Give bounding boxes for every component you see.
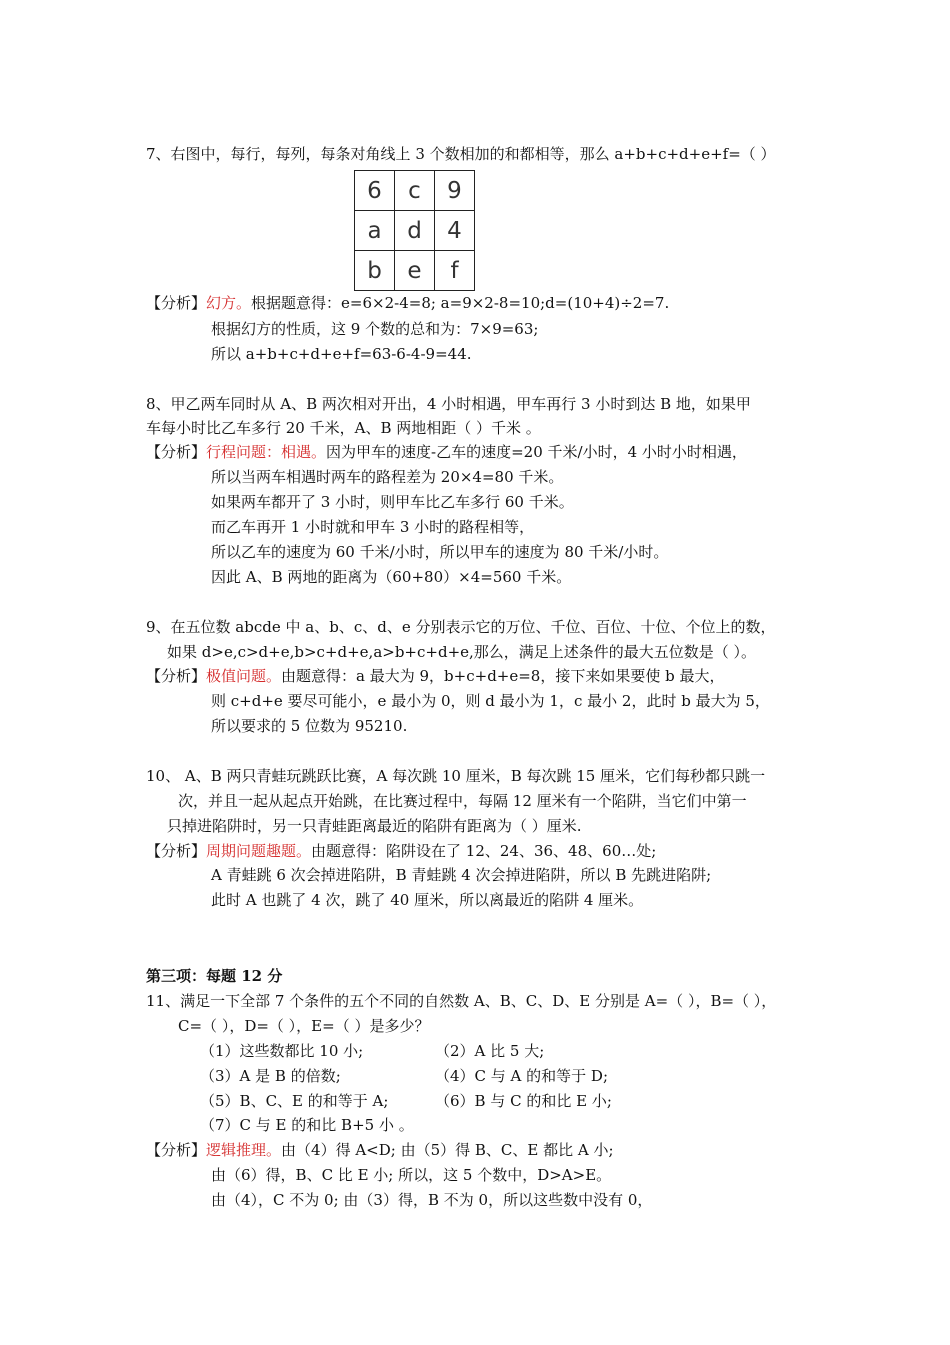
q11-condition-3: （3）A 是 B 的倍数;: [200, 1067, 341, 1085]
q8-analysis-l2: 所以当两车相遇时两车的路程差为 20×4=80 千米。: [211, 468, 564, 486]
q8-analysis-line: [146, 441, 747, 463]
q9-text-l1: 9、在五位数 abcde 中 a、b、c、d、e 分别表示它的万位、千位、百位、十位、个位上的数，: [146, 618, 776, 636]
analysis-type: 极值问题。: [206, 667, 282, 685]
q8-analysis-l6: 因此 A、B 两地的距离为（60+80）×4=560 千米。: [211, 568, 572, 586]
q11-condition-1: （1）这些数都比 10 小;: [200, 1042, 364, 1060]
q10-analysis-line: [146, 840, 656, 862]
q11-condition-6: （6）B 与 C 的和比 E 小;: [435, 1092, 612, 1110]
q10-text-l1: 10、 A、B 两只青蛙玩跳跃比赛，A 每次跳 10 厘米，B 每次跳 15 厘米，它们每秒都只跳一: [146, 767, 766, 785]
q11-condition-4: （4）C 与 A 的和等于 D;: [435, 1067, 609, 1085]
grid-cell: 6: [355, 171, 395, 211]
q8-analysis-l3: 如果两车都开了 3 小时，则甲车比乙车多行 60 千米。: [211, 493, 574, 511]
q10-analysis-l2: A 青蛙跳 6 次会掉进陷阱，B 青蛙跳 4 次会掉进陷阱，所以 B 先跳进陷阱;: [211, 866, 712, 884]
grid-cell: e: [395, 251, 435, 291]
analysis-type: 幻方。: [206, 294, 252, 312]
q8-analysis-l5: 所以乙车的速度为 60 千米/小时，所以甲车的速度为 80 千米/小时。: [211, 543, 669, 561]
analysis-text: 根据题意得：e=6×2-4=8; a=9×2-8=10;d=(10+4)÷2=7.: [251, 294, 670, 312]
q7-analysis-line: [146, 292, 669, 314]
q11-condition-7: （7）C 与 E 的和比 B+5 小 。: [200, 1116, 414, 1134]
grid-cell: a: [355, 211, 395, 251]
q8-text-l2: 车每小时比乙车多行 20 千米，A、B 两地相距（ ）千米 。: [146, 419, 541, 437]
q11-text-l1: 11、满足一下全部 7 个条件的五个不同的自然数 A、B、C、D、E 分别是 A=（ ），B=（ ），: [146, 992, 777, 1010]
q9-analysis-l2: 则 c+d+e 要尽可能小，e 最小为 0，则 d 最小为 1，c 最小 2，此时 b 最大为 5，: [211, 692, 770, 710]
grid-cell: 4: [435, 211, 475, 251]
q7-analysis-l2: 根据幻方的性质，这 9 个数的总和为：7×9=63;: [211, 320, 539, 338]
grid-cell: c: [395, 171, 435, 211]
analysis-type: 周期问题趣题。: [206, 842, 312, 860]
q9-analysis-l3: 所以要求的 5 位数为 95210.: [211, 717, 408, 735]
q11-analysis-l3: 由（4），C 不为 0; 由（3）得，B 不为 0，所以这些数中没有 0，: [211, 1191, 653, 1209]
analysis-type: 行程问题：相遇。: [206, 443, 327, 461]
q7-text: 7、右图中，每行，每列，每条对角线上 3 个数相加的和都相等，那么 a+b+c+d+e+f=（ ）: [146, 145, 776, 163]
q10-text-l2: 次，并且一起从起点开始跳，在比赛过程中，每隔 12 厘米有一个陷阱，当它们中第一: [178, 792, 747, 810]
grid-cell: b: [355, 251, 395, 291]
analysis-tag: 【分析】: [146, 842, 207, 860]
q10-text-l3: 只掉进陷阱时，另一只青蛙距离最近的陷阱有距离为（ ）厘米.: [167, 817, 582, 835]
grid-cell: f: [435, 251, 475, 291]
q11-condition-2: （2）A 比 5 大;: [435, 1042, 545, 1060]
analysis-tag: 【分析】: [146, 667, 207, 685]
analysis-text: 因为甲车的速度-乙车的速度=20 千米/小时，4 小时小时相遇，: [326, 443, 747, 461]
q11-analysis-l2: 由（6）得，B、C 比 E 小; 所以，这 5 个数中，D>A>E。: [211, 1166, 612, 1184]
analysis-text: 由（4）得 A<D; 由（5）得 B、C、E 都比 A 小;: [281, 1141, 614, 1159]
analysis-text: 由题意得：陷阱设在了 12、24、36、48、60…处;: [311, 842, 657, 860]
analysis-type: 逻辑推理。: [206, 1141, 282, 1159]
q10-analysis-l3: 此时 A 也跳了 4 次，跳了 40 厘米，所以离最近的陷阱 4 厘米。: [211, 891, 644, 909]
q8-analysis-l4: 而乙车再开 1 小时就和甲车 3 小时的路程相等，: [211, 518, 535, 536]
section-title: 第三项：每题 12 分: [146, 967, 283, 985]
q11-text-l2: C=（ ），D=（ ），E=（ ）是多少？: [178, 1017, 430, 1035]
q11-analysis-line: [146, 1139, 614, 1161]
q9-analysis-line: [146, 665, 725, 687]
grid-cell: 9: [435, 171, 475, 211]
grid-cell: d: [395, 211, 435, 251]
analysis-text: 由题意得：a 最大为 9，b+c+d+e=8，接下来如果要使 b 最大，: [281, 667, 725, 685]
analysis-tag: 【分析】: [146, 443, 207, 461]
q9-text-l2: 如果 d>e,c>d+e,b>c+d+e,a>b+c+d+e,那么，满足上述条件的最大五位数是（ ）。: [167, 643, 757, 661]
q8-text-l1: 8、甲乙两车同时从 A、B 两次相对开出，4 小时相遇，甲车再行 3 小时到达 B 地，如果甲: [146, 395, 751, 413]
magic-square-grid: [354, 170, 475, 291]
q11-condition-5: （5）B、C、E 的和等于 A;: [200, 1092, 389, 1110]
q7-analysis-l3: 所以 a+b+c+d+e+f=63-6-4-9=44.: [211, 345, 472, 363]
analysis-tag: 【分析】: [146, 1141, 207, 1159]
analysis-tag: 【分析】: [146, 294, 207, 312]
